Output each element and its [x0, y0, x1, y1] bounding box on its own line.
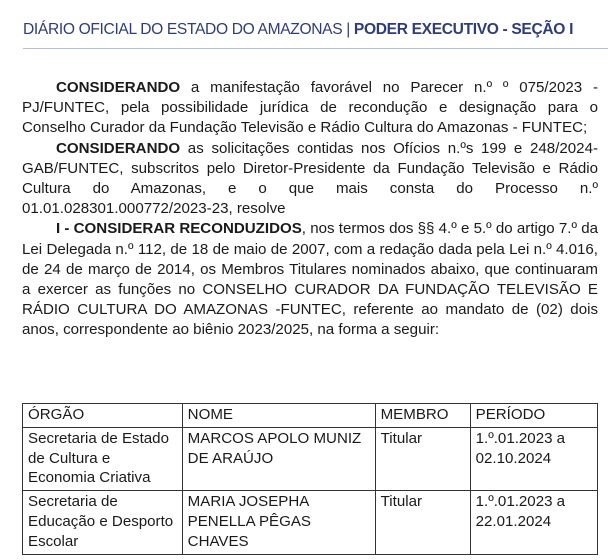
table-header-row — [23, 404, 598, 428]
paragraph-considerando-1 — [22, 78, 598, 139]
paragraph-resolution-i — [22, 219, 598, 340]
page-header — [23, 12, 608, 48]
cell-orgao: Secretaria de Estado de Cultura e Economia Criativa — [23, 427, 183, 490]
header-separator: | — [346, 21, 350, 38]
column-header-membro: MEMBRO — [375, 404, 470, 428]
paragraph-considerando-2 — [22, 139, 598, 220]
paragraph-lead: I - CONSIDERAR RECONDUZIDOS — [56, 220, 302, 238]
column-header-nome: NOME — [182, 404, 375, 428]
paragraph-text: a manifestação favorável no Parecer n.º º 075/2023 - PJ/FUNTEC, pela possibilidade jurídica de recondução e designação para o Conselho Curador da Fundação Televisão e Rádio Cultura do Amazonas - FUNTEC; — [22, 79, 598, 137]
cell-periodo: 1.º.01.2023 a 02.10.2024 — [470, 427, 597, 490]
header-divider — [23, 48, 608, 49]
paragraph-lead: CONSIDERANDO — [56, 139, 181, 157]
table-row — [23, 427, 598, 490]
cell-nome: MARCOS APOLO MUNIZ DE ARAÚJO — [182, 427, 375, 490]
cell-membro: Titular — [375, 427, 470, 490]
cell-membro: Titular — [375, 491, 470, 554]
paragraph-text: , nos termos dos §§ 4.º e 5.º do artigo 7.º da Lei Delegada n.º 112, de 18 de maio de 2007, com a redação dada pela Lei n.º 4.016, de 24 de março de 2014, os Membros Titulares nominados abaixo, que continuaram a exercer as funções no CONSELHO CURADOR DA FUNDAÇÃO TELEVISÃO E RÁDIO CULTURA DO AMAZONAS -FUNTEC, referente ao mandato de (02) dois anos, correspondente ao biênio 2023/2025, na forma a seguir: — [22, 220, 598, 339]
column-header-periodo: PERÍODO — [470, 404, 597, 428]
paragraph-text: as solicitações contidas nos Ofícios n.ºs 199 e 248/2024-GAB/FUNTEC, subscritos pelo Diretor-Presidente da Fundação Televisão e Rádio Cultura do Amazonas, e o que mais consta do Processo n.º 01.01.028301.000772/2023-23, resolve — [22, 139, 598, 218]
cell-periodo: 1.º.01.2023 a 22.01.2024 — [470, 491, 597, 554]
column-header-orgao: ÓRGÃO — [23, 404, 183, 428]
cell-orgao: Secretaria de Educação e Desporto Escolar — [23, 491, 183, 554]
header-section-title: PODER EXECUTIVO - SEÇÃO I — [353, 21, 574, 38]
paragraph-lead: CONSIDERANDO — [56, 79, 181, 96]
header-journal-title: DIÁRIO OFICIAL DO ESTADO DO AMAZONAS — [23, 21, 343, 38]
members-table — [22, 403, 598, 555]
table-row — [23, 491, 598, 554]
document-body — [22, 78, 598, 341]
cell-nome: MARIA JOSEPHA PENELLA PÊGAS CHAVES — [182, 491, 375, 554]
